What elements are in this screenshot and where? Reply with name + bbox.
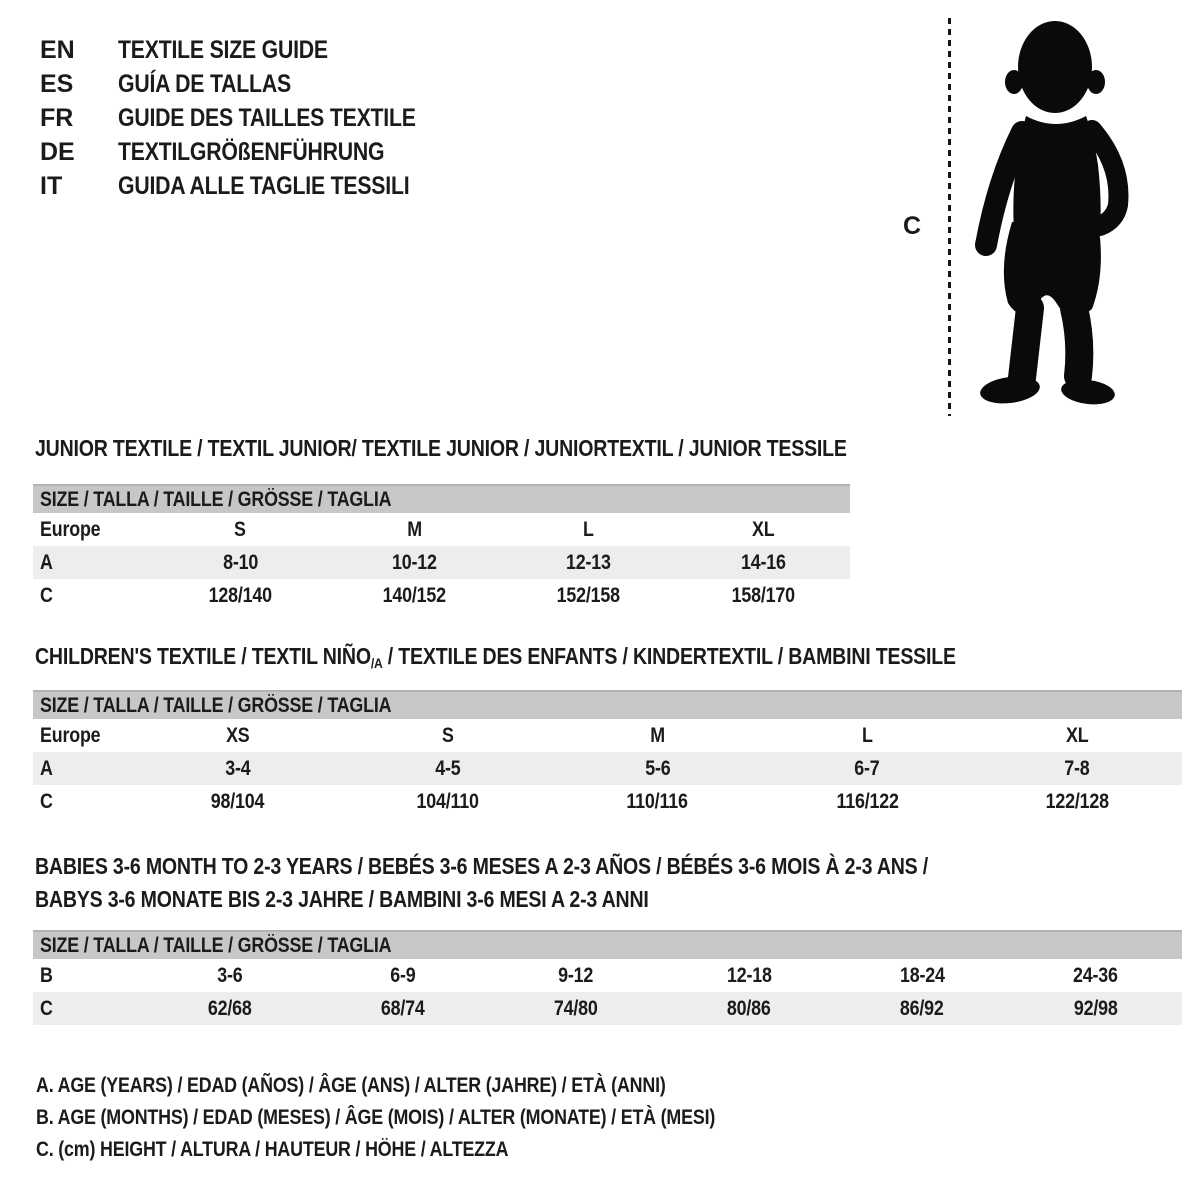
row-label: Europe (40, 518, 101, 541)
toddler-silhouette (970, 20, 1140, 410)
cell-value: 10-12 (391, 551, 437, 574)
height-measure-label: C (903, 212, 922, 240)
row-label: Europe (40, 724, 101, 747)
cell-value: S (441, 724, 454, 747)
size-header-row (33, 930, 1182, 959)
cell-value: 80/86 (727, 997, 771, 1020)
language-row-de (40, 135, 468, 169)
cell-value: 6-7 (854, 757, 880, 780)
size-header-row (33, 690, 1182, 719)
legend-height-cm: C. (cm) HEIGHT / ALTURA / HAUTEUR / HÖHE / ALTEZZA (36, 1138, 509, 1161)
table-row (33, 546, 850, 579)
children-section-title-text: CHILDREN'S TEXTILE / TEXTIL NIÑO/A / TEXTILE DES ENFANTS / KINDERTEXTIL / BAMBINI TESSILE (35, 643, 956, 672)
cell-value: 92/98 (1073, 997, 1118, 1020)
table-row (33, 785, 1182, 818)
cell-value: L (861, 724, 873, 747)
cell-value: 24-36 (1073, 964, 1118, 987)
language-title-list (40, 33, 468, 203)
row-label: A (40, 757, 53, 780)
guide-title-it: GUIDA ALLE TAGLIE TESSILI (118, 172, 410, 200)
cell-value: 128/140 (208, 584, 272, 607)
guide-title-de: TEXTILGRÖßENFÜHRUNG (118, 138, 385, 166)
cell-value: 3-4 (225, 757, 251, 780)
cell-value: 14-16 (740, 551, 786, 574)
junior-section-title-text: JUNIOR TEXTILE / TEXTIL JUNIOR/ TEXTILE JUNIOR / JUNIORTEXTIL / JUNIOR TESSILE (35, 435, 847, 461)
language-row-en (40, 33, 468, 67)
size-header-row (33, 484, 850, 513)
cell-value: L (583, 518, 594, 541)
nino-a-subscript: /A (370, 655, 383, 672)
cell-value: XL (751, 518, 775, 541)
cell-value: 158/170 (731, 584, 795, 607)
language-code: ES (40, 70, 74, 98)
cell-value: 18-24 (899, 964, 945, 987)
cell-value: 7-8 (1064, 757, 1090, 780)
size-header-label: SIZE / TALLA / TAILLE / GRÖSSE / TAGLIA (40, 488, 392, 511)
table-row (33, 959, 1182, 992)
cell-value: 104/110 (416, 790, 479, 813)
size-header-label: SIZE / TALLA / TAILLE / GRÖSSE / TAGLIA (40, 694, 392, 717)
legend-age-years: A. AGE (YEARS) / EDAD (AÑOS) / ÂGE (ANS) / ALTER (JAHRE) / ETÀ (ANNI) (36, 1074, 666, 1097)
cell-value: 9-12 (558, 964, 594, 987)
cell-value: 86/92 (900, 997, 945, 1020)
children-section-title (35, 644, 1118, 676)
cell-value: 140/152 (382, 584, 447, 607)
cell-value: 12-18 (726, 964, 772, 987)
measure-legend (36, 1074, 835, 1170)
table-row (33, 579, 850, 612)
cell-value: M (407, 518, 422, 541)
junior-size-table (33, 484, 850, 612)
language-row-es (40, 67, 468, 101)
cell-value: S (234, 518, 246, 541)
row-label: B (40, 964, 53, 987)
children-size-table (33, 690, 1182, 818)
row-label: C (40, 790, 53, 813)
table-row (33, 752, 1182, 785)
cell-value: 5-6 (644, 757, 671, 780)
cell-value: 68/74 (380, 997, 425, 1020)
junior-section-title (35, 436, 990, 460)
cell-value: 62/68 (207, 997, 252, 1020)
cell-value: XS (226, 724, 250, 747)
table-row (33, 719, 1182, 752)
cell-value: 122/128 (1045, 790, 1109, 813)
language-code: FR (40, 104, 74, 132)
legend-age-months: B. AGE (MONTHS) / EDAD (MESES) / ÂGE (MOIS) / ALTER (MONATE) / ETÀ (MESI) (36, 1106, 716, 1129)
cell-value: 8-10 (222, 551, 258, 574)
cell-value: 12-13 (566, 551, 612, 574)
cell-value: M (650, 724, 665, 747)
cell-value: XL (1065, 724, 1089, 747)
babies-section-title-line1: BABIES 3-6 MONTH TO 2-3 YEARS / BEBÉS 3-6 MESES A 2-3 AÑOS / BÉBÉS 3-6 MOIS À 2-3 ANS / (35, 853, 929, 879)
cell-value: 6-9 (390, 964, 416, 987)
guide-title-fr: GUIDE DES TAILLES TEXTILE (118, 104, 416, 132)
language-row-it (40, 169, 468, 203)
guide-title-es: GUÍA DE TALLAS (118, 70, 291, 98)
cell-value: 3-6 (216, 964, 243, 987)
table-row (33, 992, 1182, 1025)
babies-size-table (33, 930, 1182, 1025)
table-row (33, 513, 850, 546)
guide-title-en: TEXTILE SIZE GUIDE (118, 36, 328, 64)
cell-value: 98/104 (211, 790, 265, 813)
height-measure-dashed-line (948, 18, 951, 416)
language-code: IT (40, 172, 63, 200)
row-label: A (40, 551, 53, 574)
language-row-fr (40, 101, 468, 135)
babies-section-title-line2: BABYS 3-6 MONATE BIS 2-3 JAHRE / BAMBINI 3-6 MESI A 2-3 ANNI (35, 886, 649, 912)
language-code: DE (40, 138, 75, 166)
cell-value: 116/122 (836, 790, 899, 813)
row-label: C (40, 584, 53, 607)
language-code: EN (40, 36, 75, 64)
cell-value: 110/116 (626, 790, 689, 813)
cell-value: 152/158 (556, 584, 621, 607)
row-label: C (40, 997, 53, 1020)
cell-value: 4-5 (435, 757, 461, 780)
size-header-label: SIZE / TALLA / TAILLE / GRÖSSE / TAGLIA (40, 934, 392, 957)
cell-value: 74/80 (554, 997, 598, 1020)
